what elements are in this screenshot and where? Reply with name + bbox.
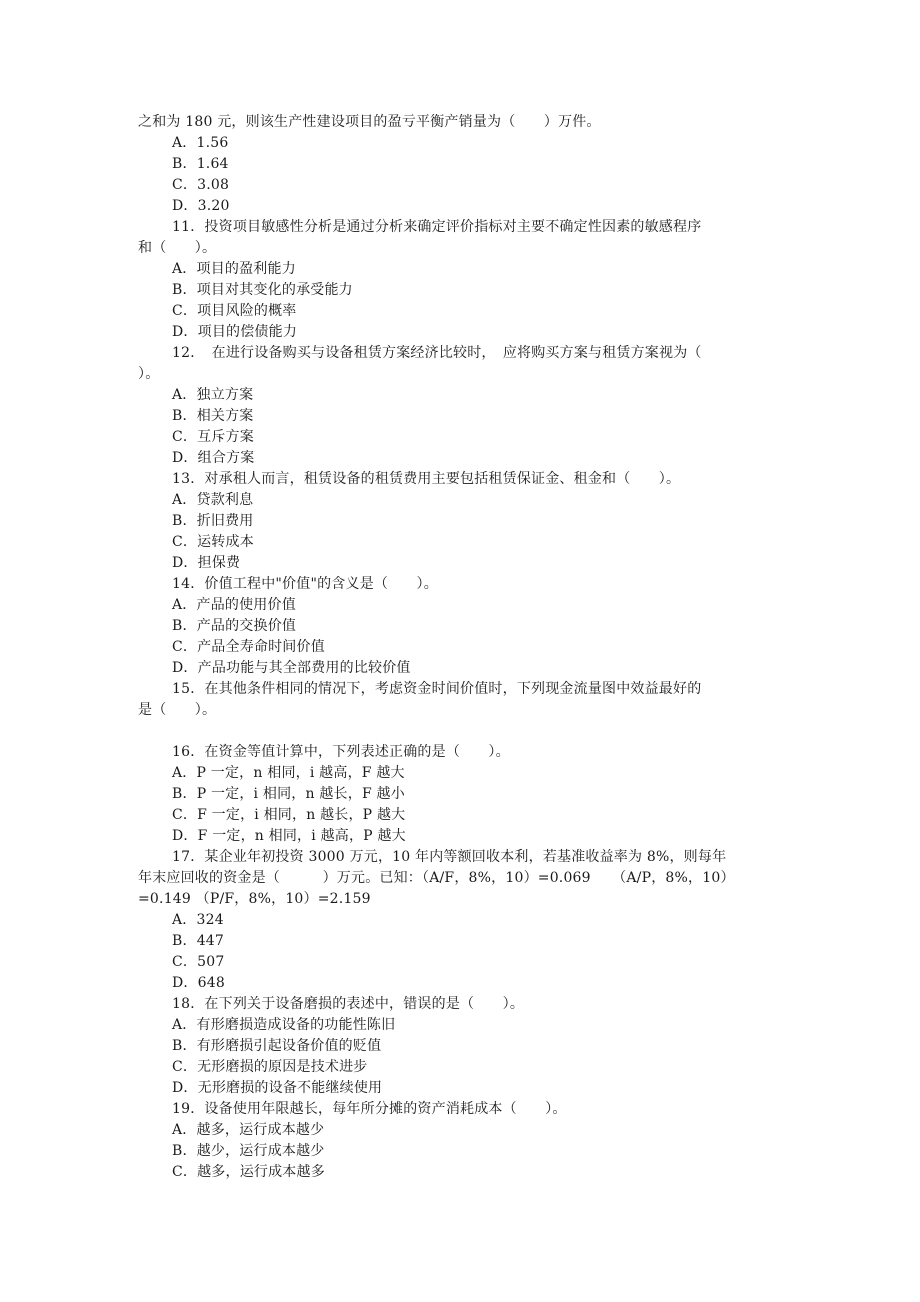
question-14-stem: 14．价值工程中"价值"的含义是（ ）。 xyxy=(172,576,438,592)
option-c: C．产品全寿命时间价值 xyxy=(172,639,325,655)
option-b: B．有形磨损引起设备价值的贬值 xyxy=(172,1038,382,1054)
question-15-stem-cont: 是（ ）。 xyxy=(138,702,217,718)
option-b: B．447 xyxy=(172,933,225,949)
option-a: A．越多，运行成本越少 xyxy=(172,1122,325,1138)
option-d: D．F 一定，n 相同，i 越高，P 越大 xyxy=(172,828,406,844)
option-c: C．越多，运行成本越多 xyxy=(172,1164,325,1180)
option-d: D．无形磨损的设备不能继续使用 xyxy=(172,1080,383,1096)
option-c: C．运转成本 xyxy=(172,534,254,550)
question-17-stem-cont-2: =0.149 （P/F，8%，10）=2.159 xyxy=(138,891,371,907)
question-10-stem-continuation: 之和为 180 元，则该生产性建设项目的盈亏平衡产销量为（ ）万件。 xyxy=(138,114,601,130)
question-11-stem-cont: 和（ ）。 xyxy=(138,240,217,256)
question-12-stem-cont: ）。 xyxy=(138,366,160,382)
option-c: C．507 xyxy=(172,954,225,970)
option-a: A．贷款利息 xyxy=(172,492,254,508)
option-d: D．组合方案 xyxy=(172,450,255,466)
question-18-stem: 18．在下列关于设备磨损的表述中，错误的是（ ）。 xyxy=(172,996,525,1012)
blank-line xyxy=(138,721,778,742)
option-a: A．1.56 xyxy=(172,135,229,151)
option-b: B．产品的交换价值 xyxy=(172,618,297,634)
question-15-stem: 15．在其他条件相同的情况下，考虑资金时间价值时，下列现金流量图中效益最好的 xyxy=(172,681,702,697)
option-c: C．项目风险的概率 xyxy=(172,303,297,319)
option-c: C．无形磨损的原因是技术进步 xyxy=(172,1059,368,1075)
option-b: B．项目对其变化的承受能力 xyxy=(172,282,353,298)
document-page xyxy=(138,112,778,1183)
option-b: B．相关方案 xyxy=(172,408,254,424)
question-11-stem: 11．投资项目敏感性分析是通过分析来确定评价指标对主要不确定性因素的敏感程序 xyxy=(172,219,702,235)
option-a: A．产品的使用价值 xyxy=(172,597,296,613)
question-17-stem-cont: 年末应回收的资金是（ ）万元。已知：（A/F，8%，10）=0.069 （A/P，8%，10） xyxy=(138,870,735,886)
option-a: A．项目的盈利能力 xyxy=(172,261,296,277)
option-d: D．担保费 xyxy=(172,555,241,571)
option-a: A．P 一定，n 相同，i 越高，F 越大 xyxy=(172,765,405,781)
option-d: D．项目的偿债能力 xyxy=(172,324,298,340)
option-d: D．3.20 xyxy=(172,198,230,214)
option-c: C．互斥方案 xyxy=(172,429,254,445)
option-b: B．折旧费用 xyxy=(172,513,254,529)
option-b: B．1.64 xyxy=(172,156,229,172)
option-b: B．越少，运行成本越少 xyxy=(172,1143,325,1159)
question-16-stem: 16．在资金等值计算中，下列表述正确的是（ ）。 xyxy=(172,744,510,760)
option-d: D．产品功能与其全部费用的比较价值 xyxy=(172,660,411,676)
option-a: A．324 xyxy=(172,912,224,928)
question-17-stem: 17．某企业年初投资 3000 万元，10 年内等额回收本利，若基准收益率为 8%，则每年 xyxy=(172,849,727,865)
option-a: A．独立方案 xyxy=(172,387,254,403)
option-d: D．648 xyxy=(172,975,225,991)
question-13-stem: 13．对承租人而言，租赁设备的租赁费用主要包括租赁保证金、租金和（ ）。 xyxy=(172,471,681,487)
option-a: A．有形磨损造成设备的功能性陈旧 xyxy=(172,1017,396,1033)
option-c: C．F 一定，i 相同，n 越长，P 越大 xyxy=(172,807,406,823)
option-b: B．P 一定，i 相同，n 越长，F 越小 xyxy=(172,786,405,802)
question-12-stem: 12． 在进行设备购买与设备租赁方案经济比较时， 应将购买方案与租赁方案视为（ xyxy=(172,345,702,361)
question-19-stem: 19．设备使用年限越长，每年所分摊的资产消耗成本（ ）。 xyxy=(172,1101,567,1117)
option-c: C．3.08 xyxy=(172,177,230,193)
